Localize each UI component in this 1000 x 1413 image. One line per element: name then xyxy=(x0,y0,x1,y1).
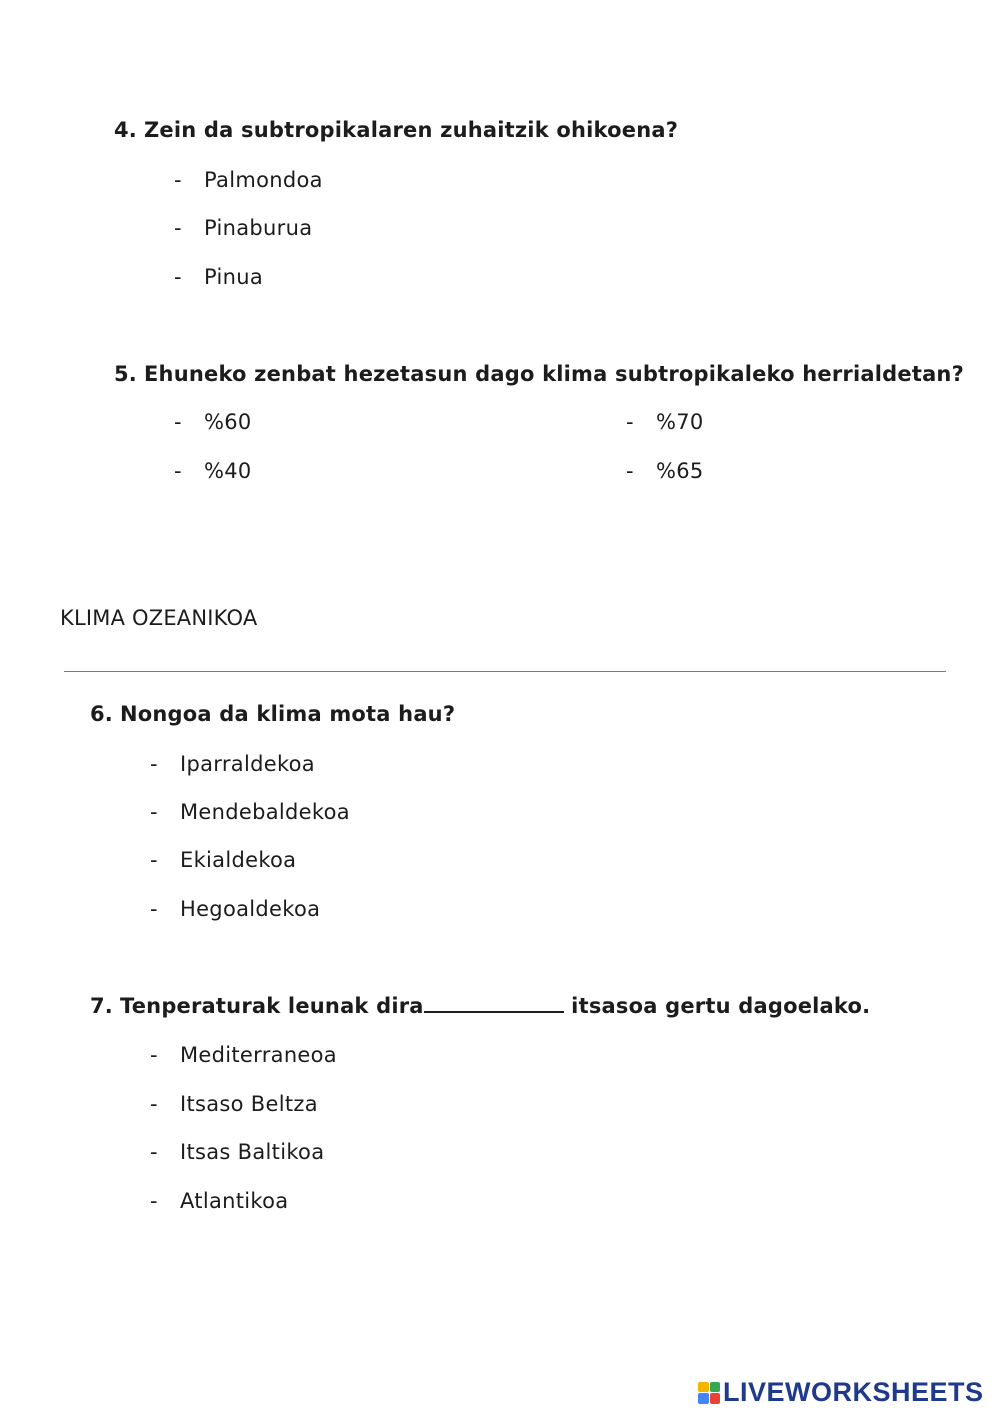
liveworksheets-logo[interactable] xyxy=(698,1377,984,1408)
section-divider xyxy=(64,671,946,672)
answer-blank[interactable] xyxy=(424,995,564,1013)
question-text-before: Tenperaturak leunak dira xyxy=(120,994,424,1018)
option-label: Mediterraneoa xyxy=(180,1043,337,1067)
q7-option-2[interactable] xyxy=(150,1092,318,1116)
option-label: Palmondoa xyxy=(204,168,323,192)
q7-option-3[interactable] xyxy=(150,1140,324,1164)
dash: - xyxy=(174,459,182,483)
dash: - xyxy=(150,897,158,921)
logo-tile xyxy=(710,1382,721,1393)
dash: - xyxy=(150,800,158,824)
question-5 xyxy=(114,362,964,386)
question-6 xyxy=(90,702,455,726)
q5-option-4[interactable] xyxy=(626,459,704,483)
dash: - xyxy=(150,1092,158,1116)
logo-tile xyxy=(710,1393,721,1404)
dash: - xyxy=(626,410,634,434)
section-title: KLIMA OZEANIKOA xyxy=(60,606,258,630)
logo-tile xyxy=(698,1393,709,1404)
question-number: 7. xyxy=(90,994,113,1018)
option-label: Iparraldekoa xyxy=(180,752,315,776)
question-text: Zein da subtropikalaren zuhaitzik ohikoena? xyxy=(144,118,679,142)
q4-option-3[interactable] xyxy=(174,265,263,289)
dash: - xyxy=(174,265,182,289)
dash: - xyxy=(150,848,158,872)
q5-option-2[interactable] xyxy=(626,410,704,434)
q6-option-2[interactable] xyxy=(150,800,350,824)
question-text-after: itsasoa gertu dagoelako. xyxy=(563,994,871,1018)
option-label: %60 xyxy=(204,410,252,434)
question-7 xyxy=(90,994,870,1018)
dash: - xyxy=(174,168,182,192)
dash: - xyxy=(150,752,158,776)
q5-option-3[interactable] xyxy=(174,459,252,483)
dash: - xyxy=(150,1189,158,1213)
q6-option-4[interactable] xyxy=(150,897,320,921)
question-number: 6. xyxy=(90,702,113,726)
logo-tile xyxy=(698,1382,709,1393)
q4-option-2[interactable] xyxy=(174,216,312,240)
q4-option-1[interactable] xyxy=(174,168,323,192)
option-label: Mendebaldekoa xyxy=(180,800,350,824)
q5-option-1[interactable] xyxy=(174,410,252,434)
question-number: 4. xyxy=(114,118,137,142)
question-text: Nongoa da klima mota hau? xyxy=(120,702,456,726)
dash: - xyxy=(150,1043,158,1067)
q6-option-1[interactable] xyxy=(150,752,315,776)
question-4 xyxy=(114,118,678,142)
option-label: Itsaso Beltza xyxy=(180,1092,318,1116)
option-label: Ekialdekoa xyxy=(180,848,297,872)
q6-option-3[interactable] xyxy=(150,848,296,872)
option-label: Itsas Baltikoa xyxy=(180,1140,325,1164)
option-label: Pinaburua xyxy=(204,216,313,240)
dash: - xyxy=(150,1140,158,1164)
q7-option-4[interactable] xyxy=(150,1189,288,1213)
liveworksheets-mark-icon xyxy=(698,1382,720,1404)
option-label: Atlantikoa xyxy=(180,1189,289,1213)
question-number: 5. xyxy=(114,362,137,386)
dash: - xyxy=(174,216,182,240)
option-label: %70 xyxy=(656,410,704,434)
option-label: Hegoaldekoa xyxy=(180,897,321,921)
dash: - xyxy=(174,410,182,434)
q7-option-1[interactable] xyxy=(150,1043,337,1067)
dash: - xyxy=(626,459,634,483)
option-label: %65 xyxy=(656,459,704,483)
question-text: Ehuneko zenbat hezetasun dago klima subtropikaleko herrialdetan? xyxy=(144,362,964,386)
option-label: Pinua xyxy=(204,265,264,289)
brand-name: LIVEWORKSHEETS xyxy=(723,1377,984,1407)
option-label: %40 xyxy=(204,459,252,483)
